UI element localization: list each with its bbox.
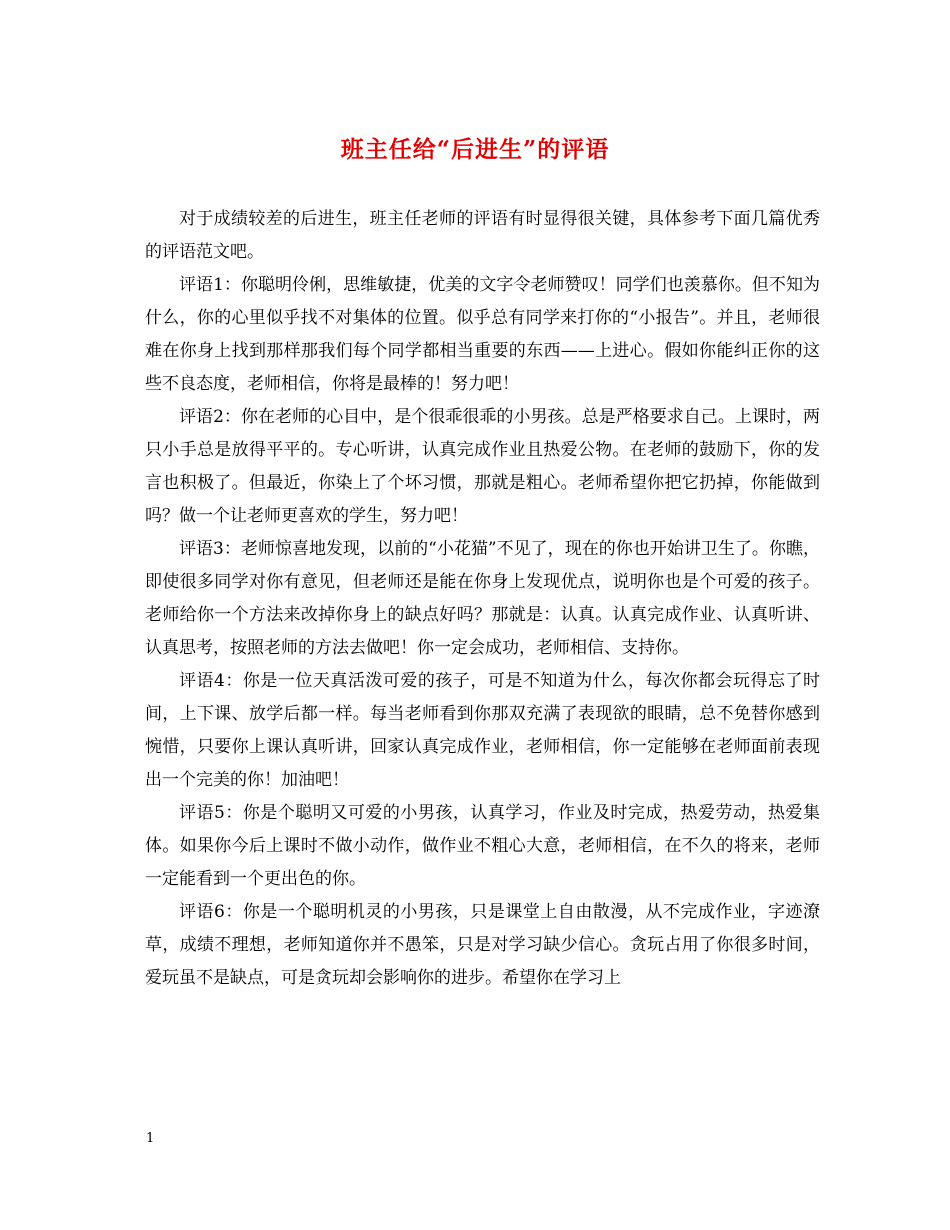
page-number: 1 bbox=[146, 1131, 155, 1146]
intro-paragraph: 对于成绩较差的后进生，班主任老师的评语有时显得很关键，具体参考下面几篇优秀的评语范文吧。 bbox=[145, 209, 820, 262]
comment-paragraph-5: 评语5：你是个聪明又可爱的小男孩，认真学习，作业及时完成，热爱劳动，热爱集体。如果你今后上课时不做小动作，做作业不粗心大意，老师相信，在不久的将来，老师一定能看到一个更出色的你。 bbox=[145, 803, 820, 889]
comment-paragraph-4: 评语4：你是一位天真活泼可爱的孩子，可是不知道为什么，每次你都会玩得忘了时间，上下课、放学后都一样。每当老师看到你那双充满了表现欲的眼睛，总不免替你感到惋惜，只要你上课认真听讲，回家认真完成作业，老师相信，你一定能够在老师面前表现出一个完美的你！加油吧！ bbox=[145, 671, 820, 790]
comment-paragraph-6: 评语6：你是一个聪明机灵的小男孩，只是课堂上自由散漫，从不完成作业，字迹潦草，成绩不理想，老师知道你并不愚笨，只是对学习缺少信心。贪玩占用了你很多时间，爱玩虽不是缺点，可是贪玩却会影响你的进步。希望你在学习上 bbox=[145, 902, 820, 988]
comment-paragraph-2: 评语2：你在老师的心目中，是个很乖很乖的小男孩。总是严格要求自己。上课时，两只小手总是放得平平的。专心听讲，认真完成作业且热爱公物。在老师的鼓励下，你的发言也积极了。但最近，你染上了个坏习惯，那就是粗心。老师希望你把它扔掉，你能做到吗？做一个让老师更喜欢的学生，努力吧！ bbox=[145, 407, 820, 526]
document-title: 班主任给“后进生”的评语 bbox=[340, 136, 610, 163]
comment-paragraph-3: 评语3：老师惊喜地发现，以前的“小花猫”不见了，现在的你也开始讲卫生了。你瞧，即使很多同学对你有意见，但老师还是能在你身上发现优点，说明你也是个可爱的孩子。老师给你一个方法来改掉你身上的缺点好吗？那就是：认真。认真完成作业、认真听讲、认真思考，按照老师的方法去做吧！你一定会成功，老师相信、支持你。 bbox=[145, 539, 820, 658]
comment-paragraph-1: 评语1：你聪明伶俐，思维敏捷，优美的文字令老师赞叹！同学们也羡慕你。但不知为什么，你的心里似乎找不对集体的位置。似乎总有同学来打你的“小报告”。并且，老师很难在你身上找到那样那我们每个同学都相当重要的东西——上进心。假如你能纠正你的这些不良态度，老师相信，你将是最棒的！努力吧！ bbox=[145, 275, 820, 394]
document-body bbox=[145, 203, 820, 995]
